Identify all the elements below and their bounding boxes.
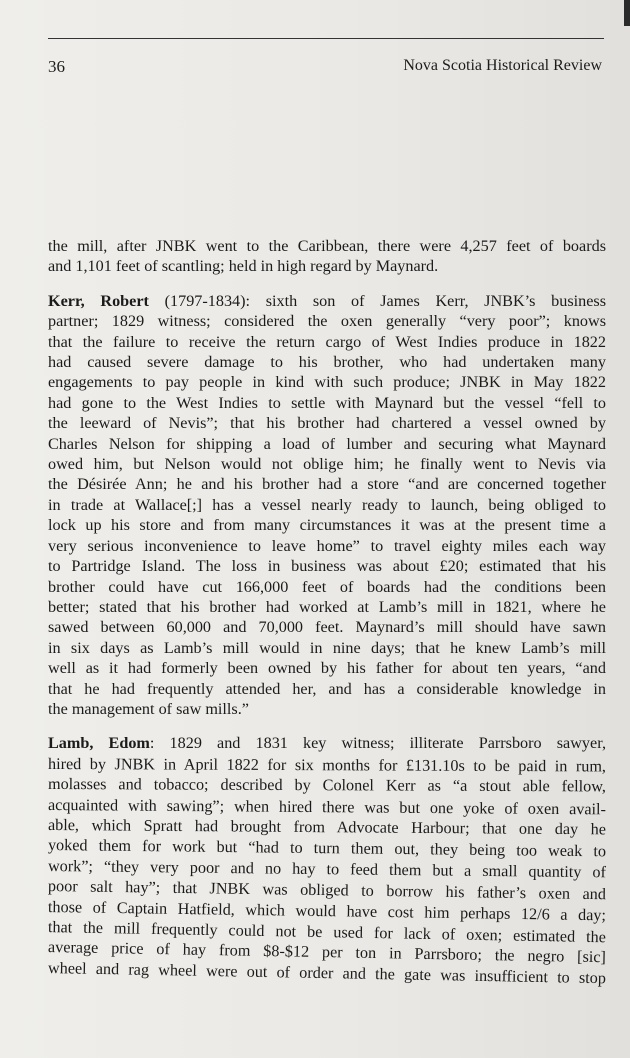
text-line: work”; “they very poor and no hay to feed them but a small quantity of xyxy=(47,856,607,882)
text-line: able, which Spratt had brought from Advocate Harbour; that one day he xyxy=(47,815,607,839)
text-line: yoked them for work but “had to turn them out, they being too weak to xyxy=(47,836,607,861)
text-line: in six days as Lamb’s mill would in nine days; that he knew Lamb’s mill xyxy=(48,638,606,657)
header-rule xyxy=(48,38,604,39)
text-line: owed him, but Nelson would not oblige him; he finally went to Nevis via xyxy=(48,455,606,474)
text-line: had caused severe damage to his brother, who had undertaken many xyxy=(48,353,606,372)
text-line: acquainted with sawing”; when hired there was but one yoke of oxen avail- xyxy=(47,795,607,818)
text-line: that the mill frequently could not be used for lack of oxen; estimated the xyxy=(47,918,607,947)
text-line: to Partridge Island. The loss in business was about £20; estimated that his xyxy=(48,557,606,576)
page-number: 36 xyxy=(48,57,65,76)
text-line: that he had frequently attended her, and has a considerable knowledge in xyxy=(48,679,606,698)
text-line: the management of saw mills.” xyxy=(48,699,249,718)
text-line: engagements to pay people in kind with such produce; JNBK in May 1822 xyxy=(48,373,606,392)
text-line: that the failure to receive the return cargo of West Indies produce in 1822 xyxy=(48,332,606,351)
text-line: those of Captain Hatfield, which would have cost him perhaps 12/6 a day; xyxy=(47,897,607,924)
body-text xyxy=(47,236,607,988)
text-line: brother could have cut 166,000 feet of boards had the conditions been xyxy=(48,577,606,596)
text-line: lock up his store and from many circumstances it was at the present time a xyxy=(48,516,606,535)
entry-kerr-robert xyxy=(48,291,606,720)
text-line: in trade at Wallace[;] has a vessel nearly ready to launch, being obliged to xyxy=(48,495,606,514)
text-line: poor salt hay”; that JNBK was obliged to borrow his father’s oxen and xyxy=(47,877,607,904)
text-line: partner; 1829 witness; considered the oxen generally “very poor”; knows xyxy=(48,312,606,331)
text-line: molasses and tobacco; described by Colonel Kerr as “a stout able fellow, xyxy=(47,775,607,796)
text-line: and 1,101 feet of scantling; held in high regard by Maynard. xyxy=(48,257,439,276)
entry-name: Lamb, Edom xyxy=(48,734,150,753)
text-line xyxy=(48,291,606,311)
text-line: hired by JNBK in April 1822 for six months for £131.10s to be paid in rum, xyxy=(47,754,607,776)
paragraph-continuation xyxy=(48,236,606,277)
text-line: the mill, after JNBK went to the Caribbean, there were 4,257 feet of boards xyxy=(48,237,606,255)
text-line: Charles Nelson for shipping a load of lumber and securing what Maynard xyxy=(48,434,606,453)
text-line xyxy=(48,733,606,753)
text-line: average price of hay from $8-$12 per ton in Parrsboro; the negro [sic] xyxy=(47,938,607,967)
text-line: had gone to the West Indies to settle with Maynard but the vessel “fell to xyxy=(48,393,606,412)
entry-name: Kerr, Robert xyxy=(48,291,149,310)
entry-lamb-edom xyxy=(47,733,607,988)
text-line: the Désirée Ann; he and his brother had a store “and are concerned together xyxy=(48,475,606,494)
text-line: the leeward of Nevis”; that his brother had chartered a vessel owned by xyxy=(48,414,606,433)
scan-edge-mark xyxy=(624,0,630,26)
running-head-title: Nova Scotia Historical Review xyxy=(403,57,602,74)
text-line: wheel and rag wheel were out of order and the gate was insufficient to stop xyxy=(47,958,607,988)
entry-text: (1797-1834): sixth son of James Kerr, JNBK’s business xyxy=(148,291,606,310)
entry-text: : 1829 and 1831 key witness; illiterate Parrsboro sawyer, xyxy=(149,734,606,753)
text-line: well as it had formerly been owned by his father for about ten years, “and xyxy=(48,659,606,678)
text-line: sawed between 60,000 and 70,000 feet. Maynard’s mill should have sawn xyxy=(48,618,606,637)
text-line: better; stated that his brother had worked at Lamb’s mill in 1821, where he xyxy=(48,597,606,616)
text-line: very serious inconvenience to leave home” to travel eighty miles each way xyxy=(48,536,606,555)
